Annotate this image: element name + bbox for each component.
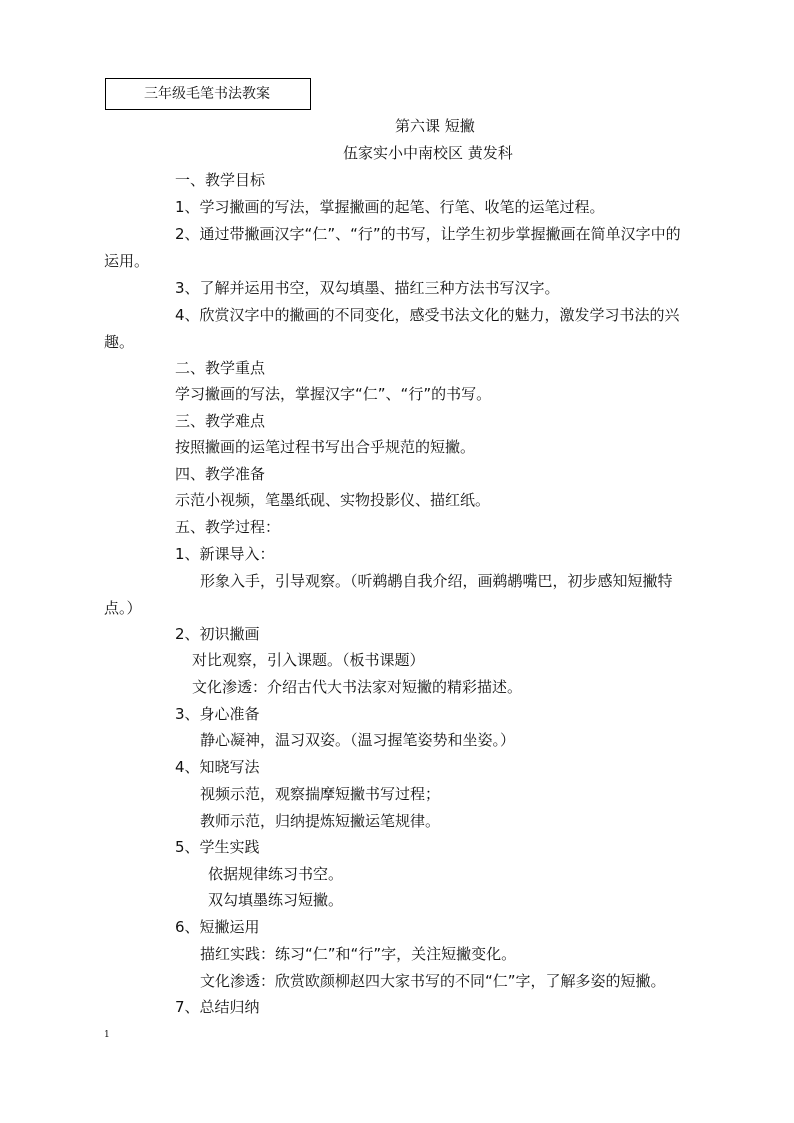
section-heading: 三、教学难点 xyxy=(175,412,266,430)
step-heading: 4、知晓写法 xyxy=(175,758,260,776)
step-detail: 文化渗透：欣赏欧颜柳赵四大家书写的不同“仁”字，了解多姿的短撇。 xyxy=(200,972,666,990)
document-header-box: 三年级毛笔书法教案 xyxy=(105,78,311,110)
page-number: 1 xyxy=(104,1030,110,1040)
lesson-title: 第六课 短撇 xyxy=(395,117,475,135)
paragraph: 示范小视频，笔墨纸砚、实物投影仪、描红纸。 xyxy=(175,491,491,509)
step-detail: 静心凝神，温习双姿。（温习握笔姿势和坐姿。） xyxy=(200,731,516,749)
list-item-continuation: 趣。 xyxy=(104,333,135,351)
step-heading: 7、总结归纳 xyxy=(175,998,260,1016)
step-heading: 5、学生实践 xyxy=(175,838,260,856)
step-heading: 1、新课导入： xyxy=(175,545,275,563)
step-detail: 教师示范，归纳提炼短撇运笔规律。 xyxy=(200,812,441,830)
step-heading: 3、身心准备 xyxy=(175,705,260,723)
step-detail: 双勾填墨练习短撇。 xyxy=(208,891,344,909)
list-item: 2、通过带撇画汉字“仁”、“行”的书写，让学生初步掌握撇画在简单汉字中的 xyxy=(175,225,681,243)
list-item: 1、学习撇画的写法，掌握撇画的起笔、行笔、收笔的运笔过程。 xyxy=(175,198,605,216)
paragraph: 按照撇画的运笔过程书写出合乎规范的短撇。 xyxy=(175,438,476,456)
step-heading: 2、初识撇画 xyxy=(175,625,260,643)
paragraph: 学习撇画的写法，掌握汉字“仁”、“行”的书写。 xyxy=(175,385,492,403)
step-detail-continuation: 点。） xyxy=(104,599,142,617)
section-heading: 五、教学过程： xyxy=(175,518,281,536)
list-item: 3、了解并运用书空，双勾填墨、描红三种方法书写汉字。 xyxy=(175,279,560,297)
step-detail: 对比观察，引入课题。（板书课题） xyxy=(192,651,425,669)
step-detail: 形象入手，引导观察。（听鹈鹕自我介绍，画鹈鹕嘴巴，初步感知短撇特 xyxy=(200,572,673,590)
step-detail: 依据规律练习书空。 xyxy=(208,865,344,883)
step-heading: 6、短撇运用 xyxy=(175,918,260,936)
list-item: 4、欣赏汉字中的撇画的不同变化，感受书法文化的魅力，激发学习书法的兴 xyxy=(175,306,680,324)
step-detail: 视频示范，观察揣摩短撇书写过程； xyxy=(200,785,441,803)
step-detail: 文化渗透：介绍古代大书法家对短撇的精彩描述。 xyxy=(192,678,523,696)
author-line: 伍家实小中南校区 黄发科 xyxy=(343,144,513,162)
section-heading: 二、教学重点 xyxy=(175,359,266,377)
list-item-continuation: 运用。 xyxy=(104,252,150,270)
step-detail: 描红实践：练习“仁”和“行”字，关注短撇变化。 xyxy=(200,945,517,963)
section-heading: 四、教学准备 xyxy=(175,465,266,483)
section-heading: 一、教学目标 xyxy=(175,171,266,189)
